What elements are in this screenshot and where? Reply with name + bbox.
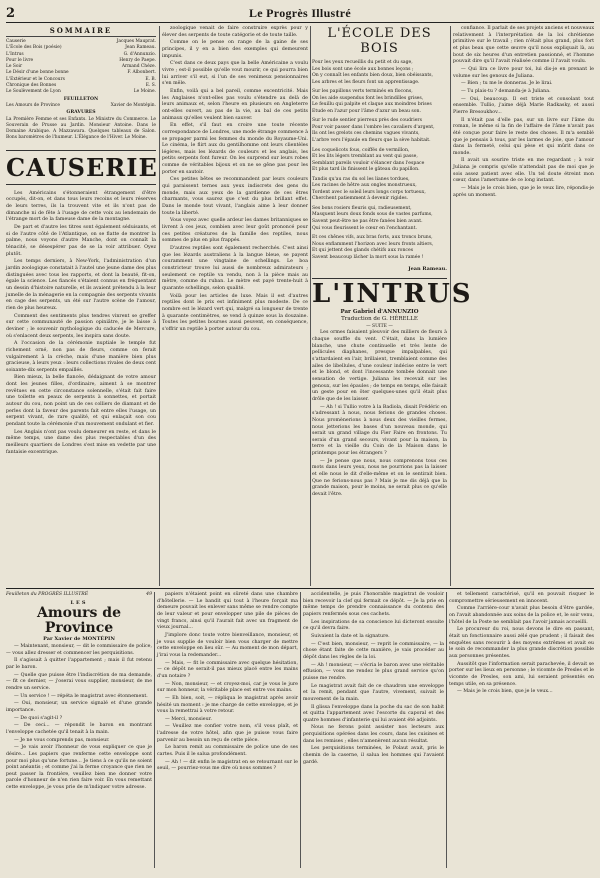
paragraph: Comment des sentiments plus tendres vinrent se greffer sur cette communauté de passion opiniâtre, je le laisse à deviner ; le souvenir mythologique du caducée de Mercure, où s'enlacent deux serpents, les inspira sans doute. bbox=[6, 313, 156, 339]
paragraph: Il n'était pas d'elle pas, sur un livre sur l'âme du roman, le même si la fin de l'affaire de l'âme n'avait pas été conçue pour faire le reste des choses. Il m'a semblé que je pensais à tous, par les larmes de joie, que l'amour dans la fermeté, celui qui pèse et qui mûrit dans ce monde. bbox=[453, 117, 594, 156]
poem-line: Tordent avec le soleil leurs longs corps tortueux, bbox=[312, 189, 426, 195]
toc-author: E. B. bbox=[145, 76, 156, 82]
poem-line: On y connaît les enfants bien doux, bien obéissants, bbox=[312, 73, 433, 79]
paragraph: — Tu plais-tu ? demanda-je à Juliana. bbox=[461, 88, 551, 94]
paragraph: — Bien ; tu me le donneras. Je le lirai. bbox=[461, 81, 553, 87]
paragraph: — Un service ! — répéta le magistrat avec étonnement. bbox=[14, 693, 148, 699]
paragraph: Les Américains s'étonneraient étrangement d'être occupés, dit-on, et dans tous leurs recoins et leurs réserves de leurs terres, ils la trouvent vite et ils n'ont pas de dimanche ni de fête à l'usage de cette voix au lendemain de l'étrange mort de la fameuse dame de la montagne. bbox=[6, 190, 156, 223]
toc-author: Armand Chéze. bbox=[121, 64, 156, 70]
gravures-label: GRAVURES bbox=[66, 110, 96, 116]
paragraph: — Non, monsieur, — et croyez-moi, car je vous le jure sur mon honneur, la véritable place est entre vos mains. bbox=[157, 681, 298, 694]
column-rule bbox=[446, 592, 447, 868]
poem-line: Pour les yeux recueillis du petit et du sage, bbox=[312, 60, 413, 65]
feuilleton-text bbox=[303, 592, 444, 766]
poem-line: Sur les papillons verts terminés en flocons, bbox=[312, 89, 413, 95]
poem-line: Ses bons rosiers fleuris qui, radieusement, bbox=[312, 205, 412, 211]
paragraph: et tellement caractérisé, qu'il en pouvait risquer le compromettre sérieusement en innocent. bbox=[449, 592, 594, 604]
paragraph: Suivaient la date et la signature. bbox=[311, 633, 390, 639]
paragraph: — Mais, — fit le commissaire avec quelque hésitation, — ce dépôt ne serait-il pas mieux placé entre les mains d'un notaire ? bbox=[157, 660, 298, 679]
feuilleton-label: FEUILLETON bbox=[63, 96, 99, 102]
poem-line: On les aide suspendus font les brindilles grises, bbox=[312, 95, 424, 101]
poem-line: Masquent leurs doux fonds sous de vastes parfums, bbox=[312, 212, 433, 218]
paragraph: Voilà pour les articles de luxe. Mais il est d'autres reptiles dont le prix est infiniment plus modeste. De ce nombre est le lézard vert qui, malgré sa longueur de trente à quarante centimètres, se vend à quinze sous la douzaine. Toutes les petites bourses aussi peuvent, en conséquence, s'offrir un reptile à porter autour du cou. bbox=[162, 293, 308, 332]
upper-columns bbox=[6, 26, 594, 586]
poem-body bbox=[312, 60, 447, 264]
paragraph: Bien mieux, la belle fiancée, dédaignant de votre amour dont les jeunes filles, d'ordinaire, aiment à se montrer revêtues en cette circonstance solennelle, s'était fait faire une toilette en peaux de serpents à sonnettes, et portait autour du cou, non point un de ces colliers de diamant et de perles dont la faveur des parents fait entre elles l'usage, un serpent vivant, de rare qualité, et qui enlaçait son cou pendant toute la cérémonie d'un mouvement ondulant et fier. bbox=[6, 375, 156, 428]
paragraph: Les inspirations de sa conscience lui dicteront ensuite ce qu'il devra faire. bbox=[303, 619, 444, 632]
toc-label: Le Désir d'une bonne bonne bbox=[6, 70, 69, 76]
paragraph: Nous ne ferons point assister nos lecteurs aux perquisitions opérées dans les cours, dans les cuisines et dans les remises ; elles n'amenèrent aucun résultat. bbox=[303, 725, 444, 744]
toc-label: Le Soulèvement de Lyon bbox=[6, 89, 61, 95]
paragraph: Les Anglais n'ont pas voulu demeurer en reste, et dans le même temps, une dame des plus respectables d'un des meilleurs quartiers de Londres s'est mise en vedette par une fantaisie excentrique. bbox=[6, 429, 156, 455]
feuilleton-author: Par Xavier de MONTÉPIN bbox=[43, 636, 115, 642]
toc-author: G. d'Annunzio. bbox=[123, 51, 156, 57]
paragraph: C'est dans ce deux pays que la belle Américaine a voulu vivre ; est-il possible qu'elle vout mourir, ce qui pourra bien lui arriver s'il eut, si l'un de ses venimeux pensionnaires s'en mêle. bbox=[162, 61, 308, 87]
paragraph: Il s'agissait à quitter l'appartement ; mais il fut retenu par le baron. bbox=[6, 658, 152, 670]
feuilleton-title: Amours de Province bbox=[36, 605, 122, 636]
column-rule bbox=[300, 592, 301, 868]
paragraph: — Quelle que puisse être l'indiscrétion de ma demande, — fit ce dernier, — j'oserai vous supplier, monsieur, de me rendre un service. bbox=[6, 672, 152, 691]
paragraph: — Oui, beaucoup. Il est triste et consolant tout ensemble. Tullio, j'aime déjà Marie Radkasky, et aussi Pierre Bresoukhov... bbox=[453, 96, 594, 115]
intrus-translator: Traduction de G. HÉRELLE bbox=[341, 316, 418, 323]
poem-line: Et qui jettent des glands chétifs aux ronces bbox=[312, 248, 414, 254]
paragraph: De part et d'autre les titres sont également séduisants, et si de l'autre côté de l'Atlantique, on se flatte de montrer la palme, nous voyons d'autre Manche, dont on connaît la ténacité, se désespérer pas de se la voir attribuer. Oyez plutôt. bbox=[6, 225, 156, 257]
paragraph: — Ah ! — dit enfin le magistrat en se retournant sur le seuil, — pourriez-vous me dire où nous sommes ? bbox=[157, 759, 298, 772]
toc-author: Xavier de Montépin. bbox=[110, 102, 156, 108]
column-rule bbox=[310, 26, 311, 586]
gravures-text: La Première Femme et ses Enfants. Le Ministre du Commerce. Le Souverain de Prusse au Jardin. Monsieur Antoine. Dans le Domaine Arabique. A Mazzawara. Quelques tableaux de Salon. Bons baromètres de l'humeur. L'Élégance de l'Hiver. Le Moine. bbox=[6, 116, 156, 141]
feuilleton-column-3 bbox=[303, 592, 444, 767]
paragraph: Comme l'arrière-cour n'avait plus besoin d'être gardée, on l'avait abandonnée aux soins de la police et, le soir venu, l'hôtel de la Poste ne semblait pas l'avoir jamais accueilli. bbox=[449, 606, 594, 625]
poem-line: Les racines de hêtre aux ongles monstrueux, bbox=[312, 183, 417, 189]
poem-line: Semblant pareils vouloir s'élancer dans l'espace bbox=[312, 160, 425, 166]
feuilleton-header bbox=[6, 592, 152, 597]
paragraph: Les perquisitions terminées, le Polaut avait, pris le chemin de la caserne, il salua les hommes qui l'avaient gardé. bbox=[303, 746, 444, 765]
poem-line: Le feuillu qui palpite et claque aux moindres brises bbox=[312, 102, 432, 108]
feuilleton-number: 49 bbox=[146, 592, 152, 597]
feuilleton-column-4 bbox=[449, 592, 594, 697]
poem-signature: Jean Rameau. bbox=[408, 266, 447, 273]
feuilleton-column-1 bbox=[6, 592, 152, 793]
paragraph: Enfin, voilà qui a bel pareil, comme excentricité. Mais les Anglaises n'ont-elles pas voulu s'étendre au delà de leurs animaux et, selon l'heure en plusieurs en Angleterre ont-elles ouvert, au pas de la vie, au bal de ces petits animaux qu'elles veulent bien sauver. bbox=[162, 88, 308, 121]
paragraph: Ces petites bêtes se recommandent par leurs couleurs qui paraissent ternes aux yeux indiscrets des gens du monde, mais aux yeux de la gardienne de ces êtres charmants, vous saurez que c'est du plus brillant effet. Dans le monde tout vivant, l'anglais aime à leur donner toute la liberté. bbox=[162, 177, 308, 216]
sommaire-list bbox=[6, 39, 156, 142]
poem-line: Savent beaucoup lâcher la mort sous la ramée ! bbox=[312, 254, 424, 260]
toc-label: Causerie bbox=[6, 39, 26, 44]
toc-author: F. Albonbert. bbox=[127, 70, 156, 76]
paragraph: — Veuillez me confier votre nom, s'il vous plaît, et l'adresse de votre hôtel, afin que je puisse vous faire parvenir au besoin un reçu de cette pièce. bbox=[157, 724, 298, 743]
paragraph: D'autres reptiles sont également recherchés. C'est ainsi que les lézards australiens à la langue bleue, se payent couramment une vingtaine de schellings. Le boa constricteur trouve lui aussi de nombreux admirateurs ; seulement ce reptile va vendu, non à la pièce mais au mètre, comme du ruban. Le mètre est payé trente-huit à quarante schellings, selon qualité. bbox=[162, 246, 308, 291]
feuilleton-label: Feuilleton du PROGRÈS ILLUSTRÉ bbox=[6, 592, 89, 597]
column-rule bbox=[154, 592, 155, 868]
poem-line: Les coquelicots fous, coiffés de vermillon, bbox=[312, 147, 410, 153]
feuilleton-section bbox=[6, 588, 594, 871]
toc-row[interactable] bbox=[6, 103, 156, 109]
paragraph: — De quoi s'agit-il ? bbox=[14, 715, 63, 721]
intrus-continued bbox=[453, 26, 594, 199]
paragraph: A l'occasion de la cérémonie nuptiale le temple fut richement orné, non pas de fleurs, comme on ferait vulgairement à la crèche, mais d'une manière bien plus gracieuse, à leurs yeux : leurs collections rivales de deux cent soixante-dix serpents empaillés. bbox=[6, 341, 156, 373]
poem-line: Et ces chênes vifs, aux bras forts, aux troncs bruns, bbox=[312, 235, 433, 241]
paragraph: zoologique venait de faire construire exprès pour y élever des serpents de toute catégorie et de toute taille. bbox=[162, 26, 308, 38]
poem-line: Tandis qu'au ras du sol les lianes tordues, bbox=[312, 176, 410, 182]
paragraph: — Mais je le crois bien, que je le veux... bbox=[457, 689, 553, 695]
paragraph: J'implore donc toute votre bienveillance, monsieur, et je vous supplie de vouloir bien vous charger de mettre cette enveloppe en lieu sûr. — Au moment de mon départ, j'irai vous la redemander... bbox=[157, 632, 298, 658]
toc-label: L'Intrus bbox=[6, 51, 24, 57]
paragraph: — Maintenant, monsieur, — dit le commissaire de police, — vous allez dresser et commencer les perquisitions. bbox=[6, 644, 152, 656]
poem-line: L'arbre vers l'épaule en fleurs que la sève habitait. bbox=[312, 138, 431, 144]
poem-line: Qui vous fleurissent le cœur en l'enchantant. bbox=[312, 225, 417, 231]
paragraph: — Mais je le crois bien, que je le veux lire, répondis-je après un moment. bbox=[453, 186, 594, 198]
column-rule bbox=[159, 26, 160, 586]
feuilleton-les: LES bbox=[70, 600, 88, 606]
paragraph: Le baron remit au commissaire de police une de ses cartes. Puis il le salua profondément. bbox=[157, 745, 298, 758]
paragraph: Comme on le pense on range de la gaine de ses principes, il y en a bien des exemples qui demeurent impunis. bbox=[162, 40, 308, 59]
paragraph: Aussitôt que l'information serait parachevée, il devait se porter sur les lieux en personne ; le vicomte de Presles et le vicomte de Presles, son ami, lui seraient présentés en temps utile, en sa présence. bbox=[449, 661, 594, 687]
toc-author: Le Moine. bbox=[133, 89, 156, 95]
page-number: 2 bbox=[6, 5, 16, 21]
paragraph: confiance. Il parlait de ses projets anciens et nouveaux relativement à l'interprétation de la loi chrétienne primitive sur le travail ; rien n'était plus grand, plus fort et plus beau que cette œuvre qu'il nous expliquait là, au bout de six heures d'un entretien passionné, et l'homme pouvait dire qu'il l'avait réalisée comme il l'avait voulu. bbox=[453, 26, 594, 65]
poem-line: Et plus tard ils finissent le gâteau du papillon. bbox=[312, 167, 420, 173]
toc-author: Henry de Paepe. bbox=[119, 57, 156, 63]
paragraph: — Je vais avoir l'honneur de vous expliquer ce que je désire... Les papiers que renferme cette enveloppe sont pour moi plus qu'une fortune... Je tiens à ce qu'ils ne soient point anéantis ; et comme j'ai la ferme croyance que rien ne peut passer la frontière, veuillez bien me donner votre parole d'honneur de n'en rien faire voir. En vous remettant cette enveloppe, je vous prie de m'indiquer votre adresse. bbox=[6, 745, 152, 791]
poem-line: Etude en l'azur pour l'âme d'azur un beau son. bbox=[312, 108, 421, 114]
paragraph: — Qui lira ce livre pour toi, lui dis-je en prenant le volume sur les genoux de Juliana. bbox=[453, 66, 594, 79]
poem-line: Cherchent patiemment à devenir rigides. bbox=[312, 196, 409, 202]
paragraph: En effet, s'il faut en croire une toute récente correspondance de Londres, une mode étrange commence à se propager parmi les femmes du monde du Royaume-Uni. Le cinéma, le flirt aux du gentilhomme ont leurs clientèles légères, mais les lézards de couleurs et les anglais, les petits serpents font fureur. On les surprend sur leurs robes comme de véritables bijoux et on ne se gêne pas pour les porter en sautoir. bbox=[162, 123, 308, 175]
column-4 bbox=[453, 26, 594, 200]
sommaire-title: SOMMAIRE bbox=[6, 26, 156, 37]
paragraph: Le procureur du roi, nous devons le dire en passant, était un fonctionnaire aussi zélé que prudent ; il faisait des enquêtes sans recourir à des moyens extrêmes et avait eu le soin de recommander la plus grande discrétion possible aux personnes présentes. bbox=[449, 627, 594, 659]
intrus-body bbox=[312, 330, 447, 498]
poem-line: Ils ont les grelots ces chemins vagues vivants, bbox=[312, 131, 420, 137]
intrus-author: Par Gabriel d'ANNUNZIO bbox=[340, 309, 419, 316]
paragraph: Le magistrat avait fait de ce chaudron une enveloppe et la remit, pendant que l'autre, vivement, suivait le mouvement de la main. bbox=[303, 683, 444, 702]
poem-line: Savent peut-être ne pas être fanées bien avant. bbox=[312, 219, 423, 225]
intrus-suite: — SUITE — bbox=[366, 324, 393, 330]
paragraph: — Eh bien, soit, — répliqua le magistrat après avoir hésité un moment : je me charge de cette enveloppe, et je vous la remettrai à votre retour. bbox=[157, 695, 298, 715]
paragraph: — Ah ! si Tullio votre à la Badiola, disait Frédéric en s'adressant à nous, nous ferions de grandes choses. Nous promènerions à nous deux des vieilles fermes, nous jetterions les bases d'un nouveau monde, qui serait un grand village du Fier Faire en frontons. Tu serais d'un grand secours, vivant pour la maison, la terre et la vieille du Coin de la Maison dans le printemps pour les étrangers ? bbox=[312, 404, 447, 457]
masthead: Le Progrès Illustré bbox=[248, 5, 352, 20]
feuilleton-text bbox=[157, 592, 298, 773]
poem-line: Les bois sont une école aux bonnes leçons ; bbox=[312, 66, 414, 72]
paragraph: — Oui, monsieur, un service signalé et d'une grande importance. bbox=[6, 701, 152, 713]
paragraph: — Je ne vous comprends pas, monsieur. bbox=[14, 737, 110, 743]
column-3 bbox=[312, 26, 473, 500]
newspaper-page bbox=[6, 4, 594, 870]
toc-author: Jacques Mauprat. bbox=[116, 39, 156, 44]
toc-label: L'Extérieur et le Concours bbox=[6, 76, 65, 82]
toc-label: Le Soir bbox=[6, 64, 23, 70]
paragraph: — De ceci... — répondit le baron en montrant l'enveloppe cachetée qu'il tenait à la main. bbox=[6, 723, 152, 735]
feuilleton-column-2 bbox=[157, 592, 298, 774]
paragraph: papiers n'étaient point en sûreté dans une chambre d'hôtellerie. — Le bandit qui tout à l'heure forçait ma demeure pouvait les enlever sans même se rendre compte de leur valeur et pour envelopper une pile de pièces de vingt francs, ainsi qu'il l'aurait fait avec un fragment de vieux journal... bbox=[157, 592, 298, 631]
toc-label: L'École des Bois (poésie) bbox=[6, 45, 62, 51]
paragraph: Les ormes faisaient pleuvoir des milliers de fleurs à chaque souffle du vent. C'était, dans la lumière blanche, une chute continuelle et très lente de pellicules diaphanes, presque impalpables, qui s'attardaient en l'air, brillaient, tremblaient comme des ailes de libellules, d'une couleur indécise entre le vert et le blond, et dont l'incessante tombée donnait une sensation de vertige. Juliana les recevait sur les genoux, sur les épaules ; de temps en temps, elle faisait un geste pour en ôter quelques-unes qu'il était plus drôle que de les laisser. bbox=[312, 330, 447, 402]
toc-row[interactable] bbox=[6, 89, 156, 95]
toc-author: E. S. bbox=[145, 83, 156, 89]
paragraph: — C'est bien, monsieur, — reprit le commissaire, — la chose étant faite de cette manière, je vais procéder au dépôt dans les règles de la loi. bbox=[303, 641, 444, 660]
causerie-title: CAUSERIE bbox=[6, 150, 156, 185]
column-1 bbox=[6, 26, 156, 457]
poem-title: L'ÉCOLE DES BOIS bbox=[327, 26, 432, 56]
toc-label: Pour le livre bbox=[6, 57, 34, 63]
running-header bbox=[6, 4, 594, 23]
poem-line: Sur le rude sentier pierreux près des coudriers bbox=[312, 118, 422, 124]
paragraph: — Ah ! monsieur, — s'écria le baron avec une véritable effusion, — vous me rendez le plus grand service qu'on puisse me rendre. bbox=[303, 662, 444, 681]
poem-line: Nous enflamment l'horizon avec leurs fronts altiers, bbox=[312, 241, 434, 247]
paragraph: Il glissa l'enveloppe dans la poche du sac de son habit et quitta l'appartement avec l'escorte du caporal et des quatre hommes d'infanterie qui lui avaient été adjoints. bbox=[303, 704, 444, 723]
paragraph: accidentelle, je puis l'honorable magistrat de vouloir bien recevoir la clef qui fermait ce dépôt. — Je la prie en même temps de prendre connaissance du contenu des papiers renfermés sous ces cachets. bbox=[303, 592, 444, 617]
toc-author: Jean Rameau. bbox=[125, 45, 156, 51]
paragraph: — Merci, monsieur. bbox=[165, 716, 212, 722]
poem-line: Et les lits légers tremblant au vent qui passe, bbox=[312, 154, 418, 160]
paragraph: — Je pense que nous, nous comprenons tous ces mots dans leurs yeux, nous ne pourrions pas la laisser et elle nous le dit d'elle-même et on le sentirait bien. Que ne ferions-nous pas ? Mais je me dis déjà que la grande maison, pour le moins, ne serait plus ce qu'elle devait l'être. bbox=[312, 458, 447, 498]
feuilleton-text bbox=[449, 592, 594, 696]
feuilleton-text bbox=[6, 644, 152, 792]
paragraph: Les temps derniers, à New-York, l'administration d'un jardin zoologique constatait à l'autel une jeune dame des plus distinguées avec tous les rapports, et dont la beauté, fit-on, égale la science. Les fiancés s'étaient connus en fréquentant un dessin d'histoire naturelle, et ils avaient prétendu à la leur jumelle de la ménagerie en la compagnie des serpents vivants en cage des serpents, un été sur l'autre scène de l'amour, rien de plus heureux. bbox=[6, 259, 156, 311]
intrus-meta bbox=[312, 309, 447, 330]
causerie-continued bbox=[162, 26, 308, 334]
poem-line: Pour voir passer dans l'ombre les cavaliers d'argent, bbox=[312, 124, 435, 130]
intrus-title: L'INTRUS bbox=[312, 279, 473, 310]
column-2 bbox=[162, 26, 308, 335]
causerie-body bbox=[6, 191, 156, 457]
paragraph: Vous voyez avec quelle ardeur les dames britanniques se livrent à ces jeux, combien avec leur goût prononcé pour ces petites créatures de la famille des reptiles, nous sommes de plus en plus frappés. bbox=[162, 218, 308, 244]
paragraph: Il avait un sourire triste en me regardant ; à voir Juliana je compris qu'elle n'attendait pas de moi que je sois assez patient avec elle. Un tel doute étreint mon cœur, dans l'amertume de ce long instant. bbox=[453, 158, 594, 184]
toc-label: Les Amours de Province bbox=[6, 102, 60, 108]
poem-line: Les arbres et les fleurs font un apprentissage. bbox=[312, 79, 420, 85]
toc-label: Chronique des Bonnes bbox=[6, 83, 57, 89]
